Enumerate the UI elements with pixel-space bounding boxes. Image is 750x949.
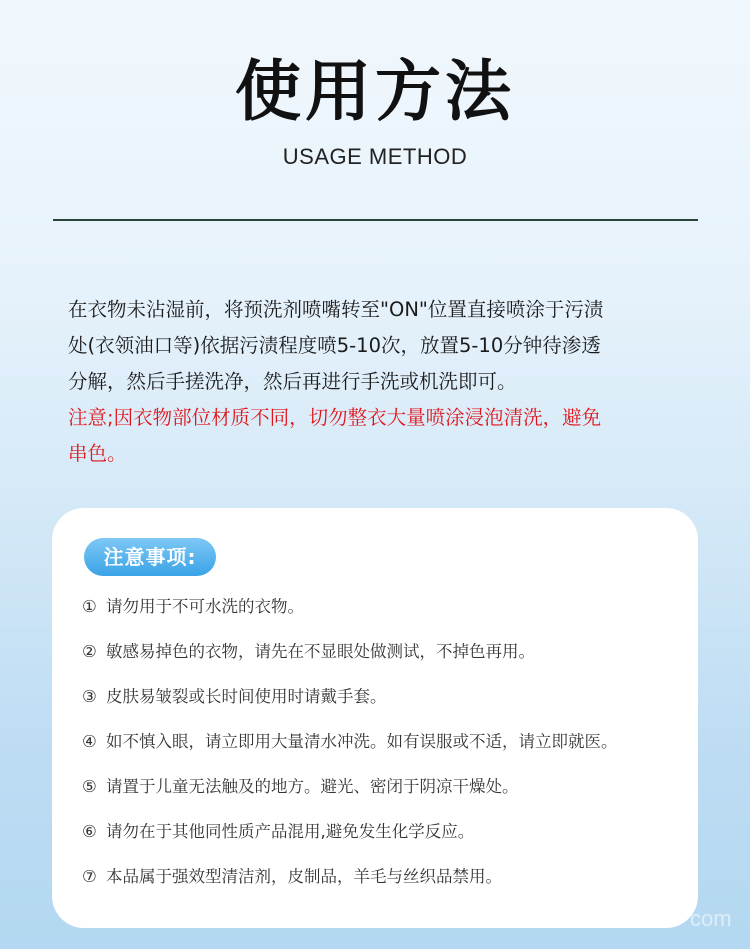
- item-text: 请勿在于其他同性质产品混用,避免发生化学反应。: [106, 822, 475, 841]
- list-item: [82, 725, 682, 770]
- notes-badge: 注意事项:: [84, 538, 216, 576]
- item-number: ⑤: [82, 777, 97, 796]
- item-text: 请置于儿童无法触及的地方。避光、密闭于阴凉干燥处。: [106, 777, 519, 796]
- list-item: [82, 635, 682, 680]
- list-item: [82, 590, 682, 635]
- watermark: com: [690, 906, 732, 931]
- item-text: 请勿用于不可水洗的衣物。: [106, 597, 304, 616]
- list-item: [82, 770, 682, 815]
- list-item: [82, 860, 682, 905]
- item-number: ①: [82, 597, 97, 616]
- instruction-line: 分解，然后手搓洗净，然后再进行手洗或机洗即可。: [68, 370, 517, 393]
- item-number: ②: [82, 642, 97, 661]
- item-text: 本品属于强效型清洁剂，皮制品，羊毛与丝织品禁用。: [106, 867, 502, 886]
- item-text: 皮肤易皱裂或长时间使用时请戴手套。: [106, 687, 387, 706]
- instruction-line: 在衣物未沾湿前，将预洗剂喷嘴转至"ON"位置直接喷涂于污渍: [68, 298, 604, 321]
- item-text: 敏感易掉色的衣物，请先在不显眼处做测试，不掉色再用。: [106, 642, 535, 661]
- list-item: [82, 815, 682, 860]
- notes-list: [82, 590, 682, 905]
- warning-line: 串色。: [68, 442, 127, 465]
- divider: [53, 219, 698, 221]
- instruction-line: 处(衣领油口等)依据污渍程度喷5-10次，放置5-10分钟待渗透: [68, 334, 601, 357]
- item-number: ③: [82, 687, 97, 706]
- instructions-text: [68, 292, 698, 472]
- warning-line: 注意;因衣物部位材质不同，切勿整衣大量喷涂浸泡清洗，避免: [68, 406, 602, 429]
- item-number: ⑦: [82, 867, 97, 886]
- page-title: 使用方法: [235, 53, 515, 130]
- item-text: 如不慎入眼，请立即用大量清水冲洗。如有误服或不适，请立即就医。: [106, 732, 618, 751]
- item-number: ⑥: [82, 822, 97, 841]
- list-item: [82, 680, 682, 725]
- page-subtitle: USAGE METHOD: [282, 144, 468, 169]
- item-number: ④: [82, 732, 97, 751]
